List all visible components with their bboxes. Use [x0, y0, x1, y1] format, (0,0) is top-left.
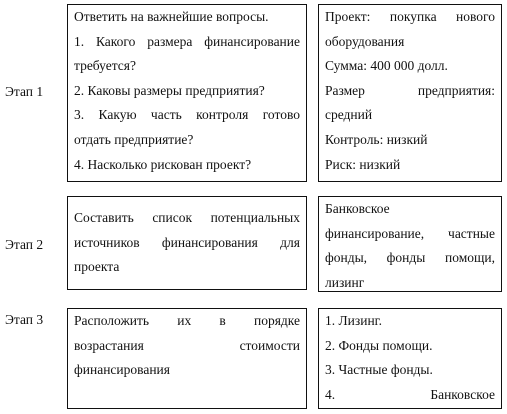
stage-1-answers-line: Риск: низкий: [325, 156, 401, 172]
stage-1-questions-box: [67, 4, 307, 182]
stage-2-task-line: проекта: [74, 259, 120, 275]
stage-1-label: Этап 1: [5, 84, 44, 99]
stage-3-task-line: возрастания стоимости: [74, 337, 300, 353]
stage-2-sources-line: лизинг: [325, 274, 365, 290]
stage-3-ranking-box: [318, 308, 502, 409]
stage-2-sources-line: финансирование, частные: [325, 225, 495, 241]
stage-3-ranking-line: 4. Банковское: [325, 386, 495, 402]
stage-3-task-line: Расположить их в порядке: [74, 313, 300, 328]
stage-1-questions-line: Ответить на важнейшие вопросы.: [74, 9, 269, 24]
stage-3-label: Этап 3: [5, 312, 44, 327]
stage-1-answers-line: Проект: покупка нового: [325, 9, 495, 24]
stage-1-questions-line: отдать предприятие?: [74, 131, 194, 147]
stage-3-ranking-line: 1. Лизинг.: [325, 313, 383, 328]
stage-2-sources-line: фонды, фонды помощи,: [325, 250, 495, 266]
stage-2-task-line: источников финансирования для: [74, 234, 300, 250]
stage-1-answers-line: оборудования: [325, 33, 405, 49]
stage-1-questions-line: 4. Насколько рискован проект?: [74, 156, 252, 172]
stage-1-questions-line: 3. Какую часть контроля готово: [74, 107, 300, 123]
stage-3-ranking-line: 3. Частные фонды.: [325, 362, 433, 378]
stage-3-task-box: [67, 308, 307, 409]
stage-2-task-line: Составить список потенциальных: [74, 210, 300, 225]
stage-1-questions-line: 1. Какого размера финансирование: [74, 33, 300, 49]
stage-1-answers-line: Размер предприятия:: [325, 82, 495, 98]
stage-3-task-line: финансирования: [74, 362, 170, 378]
stage-2-label: Этап 2: [5, 237, 44, 252]
stage-1-answers-box: [318, 4, 502, 182]
stage-1-answers-line: Контроль: низкий: [325, 131, 428, 147]
stage-1-answers-line: Сумма: 400 000 долл.: [325, 58, 448, 74]
stage-2-sources-box: [318, 196, 502, 292]
stage-2-task-box: [67, 196, 307, 290]
stage-1-answers-line: средний: [325, 107, 373, 123]
stage-3-ranking-line: 2. Фонды помощи.: [325, 337, 433, 353]
stage-1-questions-line: требуется?: [74, 58, 136, 74]
stage-2-sources-line: Банковское: [325, 201, 390, 216]
stage-1-questions-line: 2. Каковы размеры предприятия?: [74, 82, 265, 98]
